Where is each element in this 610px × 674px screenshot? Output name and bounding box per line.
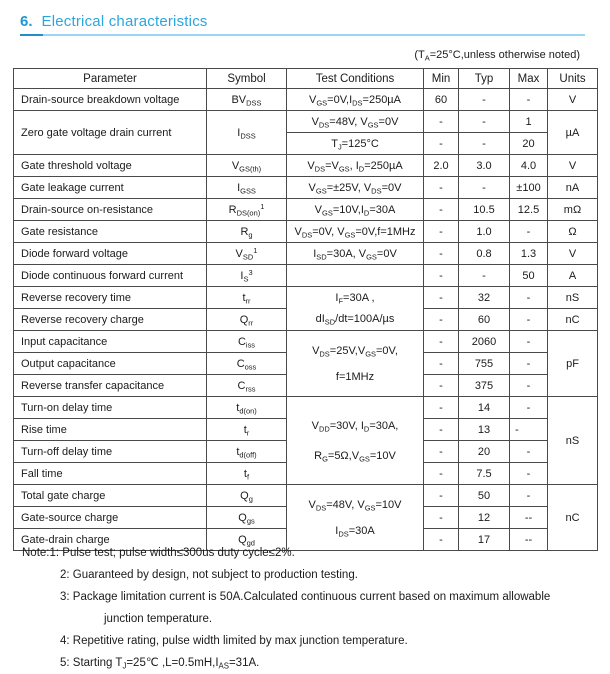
min-cell: -: [424, 265, 459, 287]
units-cell: nA: [548, 177, 598, 199]
max-cell: -: [510, 485, 548, 507]
param-cell: Turn-on delay time: [14, 397, 207, 419]
typ-cell: 755: [459, 353, 510, 375]
max-cell: -: [510, 89, 548, 111]
notes-section: [22, 542, 550, 674]
min-cell: -: [424, 133, 459, 155]
symbol-cell: $t_f$: [207, 463, 287, 485]
units-cell: Ω: [548, 221, 598, 243]
table-row: [14, 243, 598, 265]
typ-cell: -: [459, 133, 510, 155]
symbol-cell: $I_{DSS}$: [207, 111, 287, 155]
symbol-cell: $Q_{rr}$: [207, 309, 287, 331]
units-cell: A: [548, 265, 598, 287]
cond-cell: $V_{GS}=10V,I_D=30A$: [287, 199, 424, 221]
param-cell: Diode forward voltage: [14, 243, 207, 265]
max-cell: -: [510, 221, 548, 243]
header-symbol: Symbol: [207, 69, 287, 89]
header-typ: Typ: [459, 69, 510, 89]
param-cell: Diode continuous forward current: [14, 265, 207, 287]
cond-cell: $V_{DS}=0V$, $V_{GS}=0V,f=1MHz$: [287, 221, 424, 243]
param-cell: Output capacitance: [14, 353, 207, 375]
param-cell: Gate threshold voltage: [14, 155, 207, 177]
typ-cell: 10.5: [459, 199, 510, 221]
min-cell: -: [424, 309, 459, 331]
typ-cell: 12: [459, 507, 510, 529]
typ-cell: -: [459, 89, 510, 111]
units-cell: nC: [548, 309, 598, 331]
typ-cell: 0.8: [459, 243, 510, 265]
param-cell: Input capacitance: [14, 331, 207, 353]
units-cell: mΩ: [548, 199, 598, 221]
table-row: [14, 177, 598, 199]
min-cell: -: [424, 485, 459, 507]
min-cell: -: [424, 177, 459, 199]
max-cell: 12.5: [510, 199, 548, 221]
min-cell: -: [424, 507, 459, 529]
cond-cell: $V_{DS}=48V$, $V_{GS}=0V$: [287, 111, 424, 133]
cond-cell: $T_J=125^\circ C$: [287, 133, 424, 155]
min-cell: -: [424, 463, 459, 485]
param-cell: Rise time: [14, 419, 207, 441]
table-row: [14, 331, 598, 353]
units-cell: nC: [548, 485, 598, 551]
symbol-cell: $Q_{gd}$: [207, 529, 287, 551]
header-units: Units: [548, 69, 598, 89]
note-line-1: Note:1: Pulse test; pulse width≤300us duty cycle≤2%.: [22, 547, 295, 559]
typ-cell: 20: [459, 441, 510, 463]
cond-cell: $V_{DS}=48V$, $V_{GS}=10V$ $I_{DS}=30A$: [287, 485, 424, 551]
table-header-row: [14, 69, 598, 89]
min-cell: 2.0: [424, 155, 459, 177]
electrical-characteristics-table: [13, 68, 598, 551]
typ-cell: 60: [459, 309, 510, 331]
max-cell: -: [510, 287, 548, 309]
min-cell: 60: [424, 89, 459, 111]
units-cell: pF: [548, 331, 598, 397]
min-cell: -: [424, 419, 459, 441]
header-min: Min: [424, 69, 459, 89]
units-cell: V: [548, 155, 598, 177]
max-cell: -: [510, 309, 548, 331]
section-number: 6.: [20, 13, 33, 30]
table-row: [14, 199, 598, 221]
typ-cell: -: [459, 265, 510, 287]
units-cell: µA: [548, 111, 598, 155]
units-cell: V: [548, 89, 598, 111]
typ-cell: 1.0: [459, 221, 510, 243]
table-row: [14, 221, 598, 243]
max-cell: -: [510, 441, 548, 463]
cond-cell: $I_F=30A$ , $dI_{SD}/dt=100A/\mu s$: [287, 287, 424, 331]
note-line-4: 4: Repetitive rating, pulse width limited by max junction temperature.: [60, 635, 408, 647]
param-cell: Fall time: [14, 463, 207, 485]
param-cell: Drain-source breakdown voltage: [14, 89, 207, 111]
min-cell: -: [424, 111, 459, 133]
max-cell: ±100: [510, 177, 548, 199]
symbol-cell: $C_{oss}$: [207, 353, 287, 375]
symbol-cell: $V_{GS(th)}$: [207, 155, 287, 177]
typ-cell: 14: [459, 397, 510, 419]
cond-cell: $V_{DS}=V_{GS}$, $I_D=250\mu A$: [287, 155, 424, 177]
min-cell: -: [424, 529, 459, 551]
table-row: [14, 89, 598, 111]
max-cell: 1: [510, 111, 548, 133]
max-cell: --: [510, 507, 548, 529]
typ-cell: 7.5: [459, 463, 510, 485]
param-cell: Total gate charge: [14, 485, 207, 507]
symbol-cell: $C_{rss}$: [207, 375, 287, 397]
param-cell: Reverse recovery charge: [14, 309, 207, 331]
max-cell: 20: [510, 133, 548, 155]
typ-cell: 32: [459, 287, 510, 309]
table-row: [14, 111, 598, 133]
symbol-cell: $R_g$: [207, 221, 287, 243]
symbol-cell: $I_S^3$: [207, 265, 287, 287]
param-cell: Reverse recovery time: [14, 287, 207, 309]
cond-cell: $I_{SD}=30A$, $V_{GS}=0V$: [287, 243, 424, 265]
typ-cell: 3.0: [459, 155, 510, 177]
symbol-cell: $t_{rr}$: [207, 287, 287, 309]
max-cell: --: [510, 529, 548, 551]
typ-cell: 13: [459, 419, 510, 441]
min-cell: -: [424, 287, 459, 309]
max-cell: -: [510, 331, 548, 353]
header-max: Max: [510, 69, 548, 89]
header-test-conditions: Test Conditions: [287, 69, 424, 89]
typ-cell: 375: [459, 375, 510, 397]
note-line-3: 3: Package limitation current is 50A.Calculated continuous current based on maximum allowable: [60, 591, 551, 603]
symbol-cell: $V_{SD}^1$: [207, 243, 287, 265]
typ-cell: 2060: [459, 331, 510, 353]
units-cell: nS: [548, 287, 598, 309]
section-title-text: Electrical characteristics: [41, 13, 208, 30]
table-row: [14, 155, 598, 177]
max-cell: -: [510, 463, 548, 485]
units-cell: V: [548, 243, 598, 265]
symbol-cell: $R_{DS(on)}^1$: [207, 199, 287, 221]
cond-cell: [287, 265, 424, 287]
max-cell: 1.3: [510, 243, 548, 265]
section-title: [20, 13, 585, 36]
table-row: [14, 287, 598, 309]
table-row: [14, 485, 598, 507]
param-cell: Zero gate voltage drain current: [14, 111, 207, 155]
min-cell: -: [424, 375, 459, 397]
min-cell: -: [424, 331, 459, 353]
symbol-cell: $t_{d(on)}$: [207, 397, 287, 419]
param-cell: Gate resistance: [14, 221, 207, 243]
typ-cell: -: [459, 111, 510, 133]
max-cell: -: [510, 353, 548, 375]
typ-cell: -: [459, 177, 510, 199]
param-cell: Turn-off delay time: [14, 441, 207, 463]
header-parameter: Parameter: [14, 69, 207, 89]
symbol-cell: $C_{iss}$: [207, 331, 287, 353]
table-row: [14, 397, 598, 419]
max-cell: -: [510, 375, 548, 397]
symbol-cell: $t_{d(off)}$: [207, 441, 287, 463]
symbol-cell: $t_r$: [207, 419, 287, 441]
cond-cell: $V_{DS}=25V,V_{GS}=0V$, f=1MHz: [287, 331, 424, 397]
cond-cell: $V_{DD}=30V$, $I_D=30A$, $R_G=5\Omega,V_{GS}=10V$: [287, 397, 424, 485]
note-line-2: 2: Guaranteed by design, not subject to production testing.: [60, 569, 358, 581]
param-cell: Gate leakage current: [14, 177, 207, 199]
param-cell: Drain-source on-resistance: [14, 199, 207, 221]
min-cell: -: [424, 441, 459, 463]
min-cell: -: [424, 199, 459, 221]
note-line-5: 5: Starting $T_J=25℃$ $,L=0.5mH,I_{AS}=31A$.: [60, 657, 260, 671]
cond-cell: $V_{GS}=\pm 25V$, $V_{DS}=0V$: [287, 177, 424, 199]
min-cell: -: [424, 353, 459, 375]
min-cell: -: [424, 221, 459, 243]
units-cell: nS: [548, 397, 598, 485]
symbol-cell: $Q_g$: [207, 485, 287, 507]
min-cell: -: [424, 243, 459, 265]
note-line-3-cont: junction temperature.: [104, 613, 213, 625]
table-row: [14, 265, 598, 287]
param-cell: Gate-source charge: [14, 507, 207, 529]
max-cell: 50: [510, 265, 548, 287]
max-cell: -: [510, 419, 548, 441]
param-cell: Reverse transfer capacitance: [14, 375, 207, 397]
min-cell: -: [424, 397, 459, 419]
typ-cell: 17: [459, 529, 510, 551]
symbol-cell: $Q_{gs}$: [207, 507, 287, 529]
temperature-condition-note: ($T_A=25^\circ C,unless$ otherwise noted): [414, 49, 580, 63]
symbol-cell: $BV_{DSS}$: [207, 89, 287, 111]
max-cell: -: [510, 397, 548, 419]
max-cell: 4.0: [510, 155, 548, 177]
cond-cell: $V_{GS}=0V,I_{DS}=250\mu A$: [287, 89, 424, 111]
symbol-cell: $I_{GSS}$: [207, 177, 287, 199]
typ-cell: 50: [459, 485, 510, 507]
param-cell: Gate-drain charge: [14, 529, 207, 551]
